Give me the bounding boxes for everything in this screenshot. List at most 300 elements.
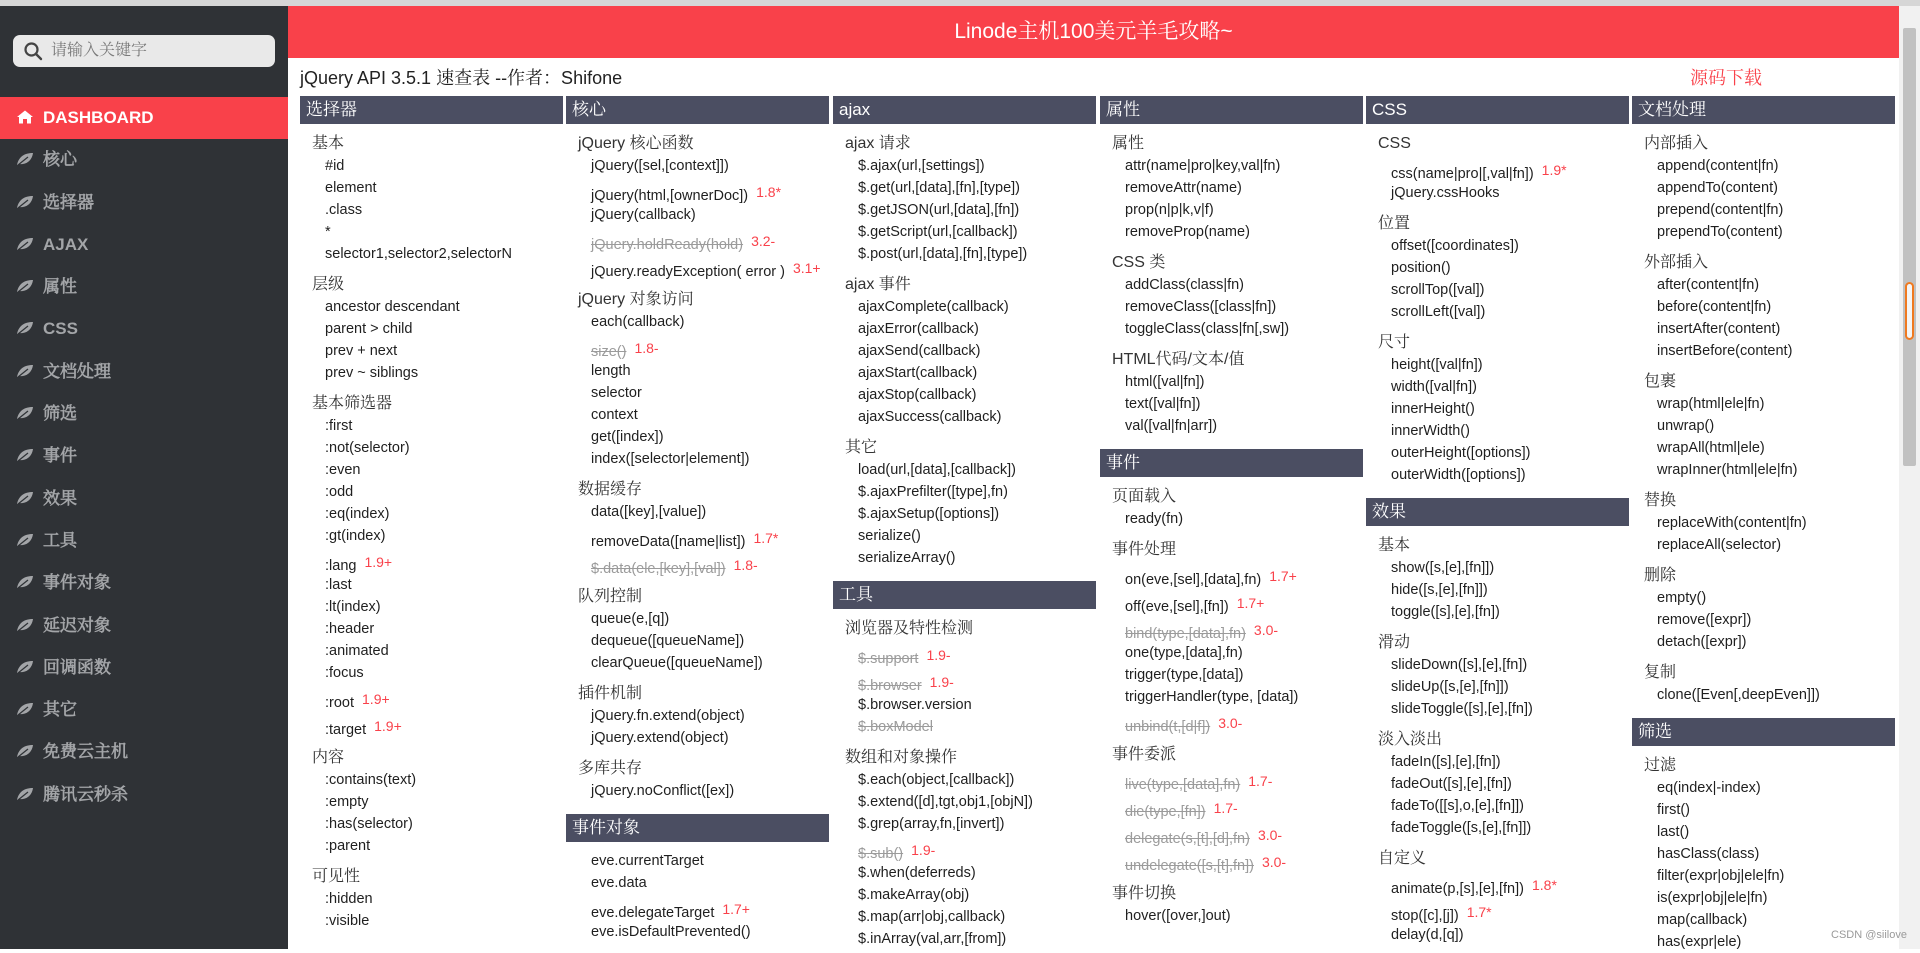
api-item-label: wrapInner(html|ele|fn) [1657,462,1798,478]
api-item-label: delegate(s,[t],[d],fn) [1125,831,1250,847]
api-item[interactable] [1125,588,1363,615]
section [833,581,1096,950]
api-item-label: slideToggle([s],[e],[fn]) [1391,701,1533,717]
api-item[interactable] [1657,909,1895,931]
api-item-label: eve.data [591,875,647,891]
api-item[interactable] [325,437,563,459]
api-item-label: prev ~ siblings [325,365,419,381]
api-item-label: index([selector|element]) [591,451,750,467]
api-item[interactable] [591,727,829,749]
search-box[interactable] [13,35,275,67]
api-item-label: insertBefore(content) [1657,343,1793,359]
api-item[interactable] [591,872,829,894]
page-title: jQuery API 3.5.1 速查表 --作者：Shifone [300,68,623,88]
subsection-title: ajax 事件 [845,276,911,293]
api-item[interactable] [325,243,563,265]
api-item[interactable] [1125,820,1363,847]
api-item[interactable] [591,501,829,523]
api-item[interactable] [1125,793,1363,820]
api-item-label: first() [1657,802,1691,818]
api-item[interactable] [1391,182,1629,204]
api-item[interactable] [858,481,1096,503]
sidebar-item-label: 核心 [43,150,77,170]
api-item[interactable] [858,318,1096,340]
leaf-icon [16,491,34,505]
api-item[interactable] [1657,587,1895,609]
api-item[interactable] [1657,534,1895,556]
subsection-title: 基本筛选器 [312,395,393,412]
api-item[interactable] [591,550,829,577]
api-item[interactable] [591,177,829,204]
section-header: CSS [1366,96,1629,124]
sidebar-item-label: 效果 [43,488,77,508]
api-item-label: $.map(arr|obj,callback) [858,909,1006,925]
api-item[interactable] [858,835,1096,862]
scrollbar-thumb[interactable] [1903,28,1916,466]
api-item[interactable] [1125,155,1363,177]
api-item[interactable] [325,813,563,835]
api-item[interactable] [591,226,829,253]
subsection-title: 队列控制 [578,588,643,605]
api-item[interactable] [591,894,829,921]
api-item[interactable] [1391,279,1629,301]
api-item[interactable] [858,928,1096,950]
api-item[interactable] [325,481,563,503]
api-item[interactable] [325,459,563,481]
api-item-label: :last [325,577,352,593]
api-item[interactable] [1125,274,1363,296]
sidebar-item-8[interactable] [0,435,288,477]
api-item-label: jQuery.noConflict([ex]) [591,783,735,799]
sidebar-item-10[interactable] [0,520,288,562]
api-item[interactable] [858,296,1096,318]
api-item[interactable] [325,618,563,640]
subsection-title: 基本 [312,135,345,152]
api-item-label: prependTo(content) [1657,224,1783,240]
subsection-title: 包裹 [1644,373,1677,390]
api-item[interactable] [1391,420,1629,442]
api-item-label: undelegate([s,[t],fn]) [1125,858,1254,874]
sidebar-item-7[interactable] [0,393,288,435]
api-item[interactable] [1391,235,1629,257]
source-download-link[interactable]: 源码下载 [1690,68,1762,88]
api-item[interactable] [325,503,563,525]
subsection-title: 位置 [1378,215,1411,232]
api-item[interactable] [591,652,829,674]
api-item-label: ajaxComplete(callback) [858,299,1009,315]
subsection-title: 替换 [1644,492,1677,509]
api-item[interactable] [1657,459,1895,481]
sidebar-item-6[interactable] [0,351,288,393]
subsection-title: jQuery 对象访问 [578,291,694,308]
subsection-title: CSS 类 [1112,254,1166,271]
api-item[interactable] [1391,301,1629,323]
api-item[interactable] [1391,795,1629,817]
api-item-label: length [591,363,631,379]
api-item[interactable] [1391,817,1629,839]
section [566,814,829,943]
api-item-label: ajaxStart(callback) [858,365,978,381]
api-item[interactable] [1657,777,1895,799]
api-item[interactable] [1657,393,1895,415]
api-item[interactable] [1657,177,1895,199]
api-item[interactable] [858,406,1096,428]
api-item[interactable] [858,459,1096,481]
sidebar-item-13[interactable] [0,647,288,689]
api-item-label: selector [591,385,642,401]
column-2 [833,96,1096,950]
api-item[interactable] [1125,642,1363,664]
api-item[interactable] [858,884,1096,906]
api-item[interactable] [1391,398,1629,420]
subsection-title: 页面载入 [1112,488,1177,505]
sidebar-item-12[interactable] [0,605,288,647]
api-item-label: removeData([name|list]) [591,534,746,550]
api-item[interactable] [1125,318,1363,340]
api-item[interactable] [325,791,563,813]
api-item[interactable] [1125,686,1363,708]
leaf-icon [16,533,34,547]
section [1366,498,1629,946]
version-badge: 1.7+ [1236,595,1265,611]
version-badge: 1.8- [733,557,758,573]
api-item[interactable] [325,684,563,711]
api-item[interactable] [325,155,563,177]
api-item[interactable] [1391,676,1629,698]
api-item[interactable] [1125,561,1363,588]
api-item-label: :hidden [325,891,373,907]
api-item[interactable] [325,296,563,318]
api-item[interactable] [1125,221,1363,243]
version-badge: 3.0- [1257,827,1283,843]
api-item[interactable] [591,448,829,470]
api-item[interactable] [1125,296,1363,318]
api-item[interactable] [858,791,1096,813]
api-item-label: ajaxSend(callback) [858,343,981,359]
api-item[interactable] [591,523,829,550]
api-item[interactable] [858,547,1096,569]
api-item[interactable] [325,640,563,662]
api-item[interactable] [1391,751,1629,773]
api-item-label: delay(d,[q]) [1391,927,1464,943]
api-item-label: html([val|fn]) [1125,374,1205,390]
api-item[interactable] [858,862,1096,884]
api-item[interactable] [591,253,829,280]
api-item[interactable] [325,662,563,684]
api-item-label: :odd [325,484,354,500]
api-item[interactable] [325,769,563,791]
api-item[interactable] [591,204,829,226]
api-item-label: element [325,180,377,196]
api-item[interactable] [591,608,829,630]
api-item[interactable] [591,311,829,333]
api-item[interactable] [325,199,563,221]
api-item[interactable] [591,404,829,426]
api-item[interactable] [591,630,829,652]
sidebar-nav [0,97,288,816]
version-badge: 1.9+ [374,718,402,734]
sidebar-item-14[interactable] [0,689,288,731]
api-item[interactable] [1657,887,1895,909]
api-item[interactable] [1391,155,1629,182]
api-item-label: jQuery.readyException( error ) [591,264,785,280]
section-header: 选择器 [300,96,563,124]
api-item-label: :even [325,462,361,478]
api-item[interactable] [325,574,563,596]
sidebar-item-label: 回调函数 [43,657,111,677]
sidebar-item-15[interactable] [0,731,288,773]
sidebar-item-4[interactable] [0,266,288,308]
api-item-label: scrollTop([val]) [1391,282,1485,298]
api-item-label: $.boxModel [858,719,933,735]
api-item-label: empty() [1657,590,1707,606]
api-item-label: last() [1657,824,1690,840]
version-badge: 1.8- [634,340,659,356]
api-item-label: offset([coordinates]) [1391,238,1519,254]
api-item-label: $.post(url,[data],[fn],[type]) [858,246,1028,262]
api-item[interactable] [1657,415,1895,437]
api-item[interactable] [858,243,1096,265]
version-badge: 1.8* [756,184,782,200]
api-item[interactable] [1125,393,1363,415]
api-item[interactable] [1391,897,1629,924]
api-item[interactable] [1391,698,1629,720]
api-item-label: ready(fn) [1125,511,1184,527]
version-badge: 3.1+ [792,260,821,276]
api-item[interactable] [1125,177,1363,199]
api-item[interactable] [858,199,1096,221]
api-item[interactable] [325,547,563,574]
api-item[interactable] [858,769,1096,791]
api-item[interactable] [1125,199,1363,221]
sidebar [0,6,288,949]
api-item[interactable] [858,155,1096,177]
sidebar-item-0[interactable] [0,97,288,139]
leaf-icon [16,364,34,378]
api-item[interactable] [1657,631,1895,653]
api-item[interactable] [858,177,1096,199]
api-item[interactable] [858,384,1096,406]
api-item[interactable] [591,705,829,727]
api-item[interactable] [591,780,829,802]
api-item-label: :empty [325,794,369,810]
sidebar-item-label: 属性 [43,277,77,297]
api-item-label: removeClass([class|fn]) [1125,299,1277,315]
api-item[interactable] [591,155,829,177]
api-item-label: fadeOut([s],[e],[fn]) [1391,776,1512,792]
api-item-label: val([val|fn|arr]) [1125,418,1218,434]
api-item[interactable] [1657,684,1895,706]
api-item-label: :eq(index) [325,506,390,522]
api-item[interactable] [1125,847,1363,874]
api-item-label: selector1,selector2,selectorN [325,246,512,262]
sidebar-item-11[interactable] [0,562,288,604]
api-item-label: :has(selector) [325,816,413,832]
api-item[interactable] [591,360,829,382]
section [1632,718,1895,953]
api-item[interactable] [591,921,829,943]
api-item[interactable] [325,177,563,199]
api-item-label: $.sub() [858,846,904,862]
api-item[interactable] [1125,664,1363,686]
api-item[interactable] [325,318,563,340]
api-item[interactable] [1391,442,1629,464]
api-item[interactable] [858,340,1096,362]
api-item[interactable] [1391,464,1629,486]
api-item-label: die(type,[fn]) [1125,804,1206,820]
api-item-label: :target [325,722,367,738]
api-item[interactable] [1657,340,1895,362]
api-item[interactable] [1125,708,1363,735]
api-item[interactable] [591,850,829,872]
search-input[interactable] [51,35,251,67]
api-item[interactable] [858,640,1096,667]
version-badge: 3.2- [751,233,776,249]
api-item[interactable] [1657,437,1895,459]
api-item-label: innerHeight() [1391,401,1475,417]
leaf-icon [16,787,34,801]
sidebar-item-1[interactable] [0,139,288,181]
api-item[interactable] [591,382,829,404]
api-item[interactable] [1657,865,1895,887]
api-item-label: before(content|fn) [1657,299,1772,315]
spacer [566,842,829,850]
api-item[interactable] [858,667,1096,694]
api-item[interactable] [325,362,563,384]
api-item[interactable] [1391,654,1629,676]
api-item-label: live(type,[data],fn) [1125,777,1241,793]
api-item-label: ajaxError(callback) [858,321,979,337]
api-item[interactable] [1657,221,1895,243]
version-badge: 1.7* [1466,904,1492,920]
leaf-icon [16,618,34,632]
api-item[interactable] [1125,371,1363,393]
api-item[interactable] [325,221,563,243]
api-item-label: insertAfter(content) [1657,321,1781,337]
api-item[interactable] [858,221,1096,243]
promo-banner[interactable]: Linode主机100美元羊毛攻略~ [288,6,1899,58]
leaf-icon [16,744,34,758]
api-item[interactable] [1657,512,1895,534]
sidebar-item-5[interactable] [0,308,288,350]
api-item-label: :header [325,621,375,637]
api-item-label: ancestor descendant [325,299,460,315]
api-item-label: $.extend([d],tgt,obj1,[objN]) [858,794,1033,810]
api-item[interactable] [325,910,563,932]
api-item[interactable] [858,716,1096,738]
api-item[interactable] [591,333,829,360]
api-item[interactable] [1391,354,1629,376]
api-item[interactable] [325,888,563,910]
api-item[interactable] [1657,318,1895,340]
api-item-label: attr(name|pro|key,val|fn) [1125,158,1281,174]
api-item-label: clearQueue([queueName]) [591,655,763,671]
subsection-title: 事件处理 [1112,541,1177,558]
api-item[interactable] [1391,257,1629,279]
sidebar-item-16[interactable] [0,774,288,816]
api-item[interactable] [1125,905,1363,927]
api-item[interactable] [325,415,563,437]
scroll-handle[interactable] [1905,282,1914,340]
api-item-label: hide([s,[e],[fn]]) [1391,582,1488,598]
api-item-label: fadeIn([s],[e],[fn]) [1391,754,1501,770]
sidebar-item-label: DASHBOARD [43,108,154,127]
api-item[interactable] [1657,799,1895,821]
sidebar-item-3[interactable] [0,224,288,266]
api-item[interactable] [1391,870,1629,897]
subsection-title: 滑动 [1378,634,1411,651]
api-item[interactable] [1391,924,1629,946]
api-item[interactable] [858,503,1096,525]
api-item[interactable] [1391,376,1629,398]
sidebar-item-label: 延迟对象 [43,615,111,635]
api-item-label: outerWidth([options]) [1391,467,1526,483]
api-item[interactable] [1657,199,1895,221]
api-item[interactable] [1657,843,1895,865]
sidebar-item-label: AJAX [43,234,89,254]
api-item[interactable] [325,525,563,547]
api-item-label: height([val|fn]) [1391,357,1483,373]
api-item[interactable] [1391,773,1629,795]
version-badge: 1.9* [1541,162,1567,178]
api-item[interactable] [1391,557,1629,579]
version-badge: 1.9+ [364,554,393,570]
api-item[interactable] [591,426,829,448]
api-item-label: ajaxStop(callback) [858,387,977,403]
api-item-label: parent > child [325,321,413,337]
api-item[interactable] [325,596,563,618]
section-header: ajax [833,96,1096,124]
api-item[interactable] [325,711,563,738]
api-item[interactable] [1657,821,1895,843]
subsection-title: 数组和对象操作 [845,749,958,766]
api-item-label: load(url,[data],[callback]) [858,462,1016,478]
api-item[interactable] [1657,274,1895,296]
api-item[interactable] [858,906,1096,928]
api-item[interactable] [325,835,563,857]
api-item-label: $.getScript(url,[callback]) [858,224,1018,240]
api-item[interactable] [1657,609,1895,631]
api-item[interactable] [858,362,1096,384]
api-item[interactable] [1391,601,1629,623]
version-badge: 1.9- [929,674,954,690]
api-item-label: $.ajaxSetup([options]) [858,506,1000,522]
api-item-label: after(content|fn) [1657,277,1760,293]
api-item[interactable] [1125,766,1363,793]
api-item[interactable] [858,694,1096,716]
api-item[interactable] [325,340,563,362]
api-item-label: map(callback) [1657,912,1748,928]
api-item-label: clone([Even[,deepEven]]) [1657,687,1820,703]
api-item-label: width([val|fn]) [1391,379,1477,395]
api-item[interactable] [1125,508,1363,530]
sidebar-item-9[interactable] [0,478,288,520]
api-item[interactable] [1657,296,1895,318]
leaf-icon [16,575,34,589]
api-item[interactable] [1125,415,1363,437]
api-item-label: :first [325,418,353,434]
section-header: 文档处理 [1632,96,1895,124]
api-item[interactable] [1125,615,1363,642]
api-item[interactable] [858,525,1096,547]
api-item[interactable] [858,813,1096,835]
sidebar-item-2[interactable] [0,182,288,224]
api-item[interactable] [1391,579,1629,601]
subsection-title: 淡入淡出 [1378,731,1443,748]
api-item[interactable] [1657,155,1895,177]
api-item-label: $.ajaxPrefilter([type],fn) [858,484,1008,500]
api-item-label: one(type,[data],fn) [1125,645,1243,661]
